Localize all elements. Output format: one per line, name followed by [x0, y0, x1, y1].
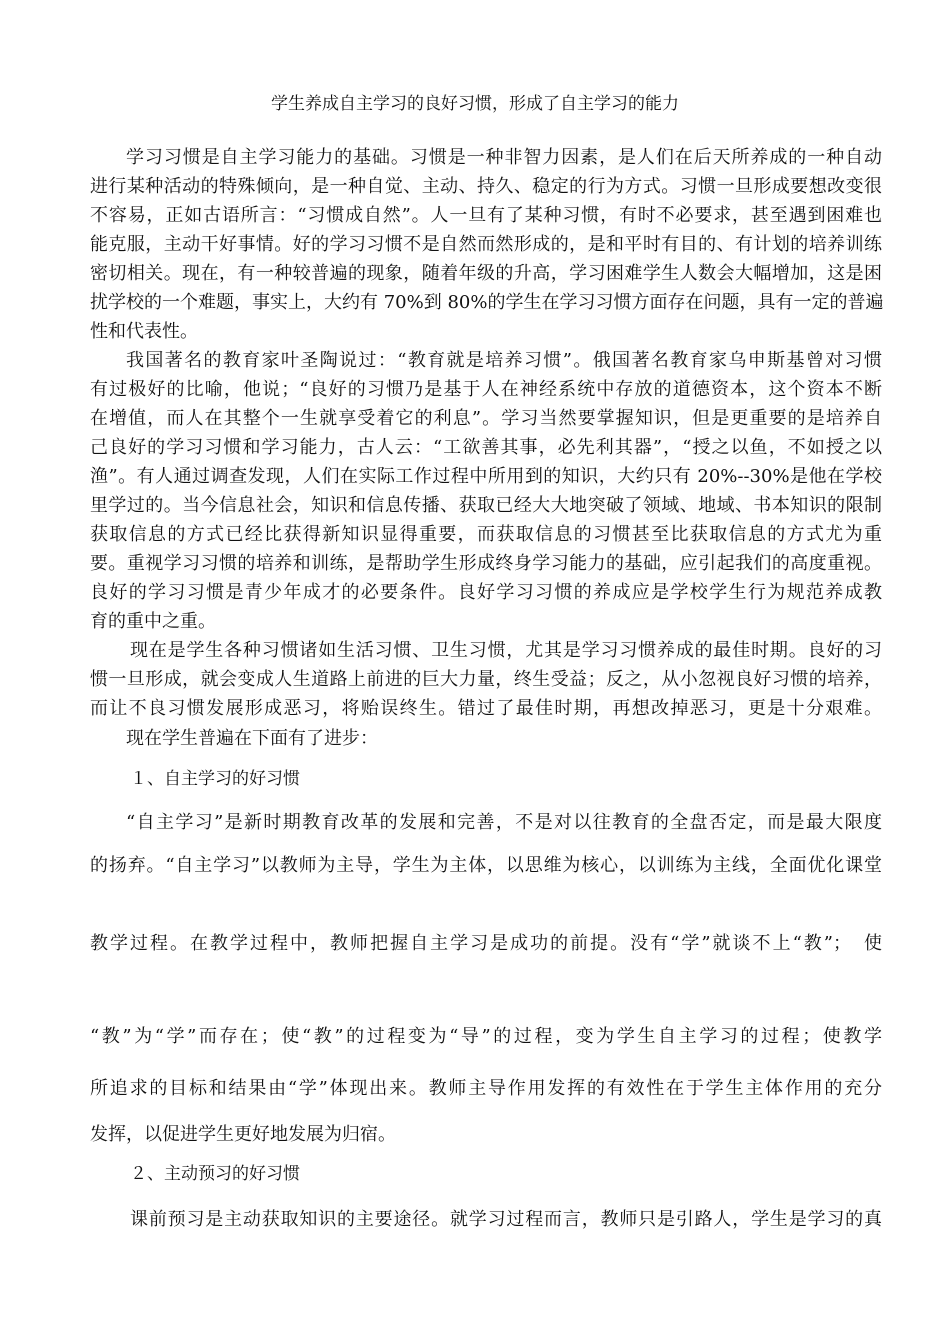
- paragraph-line: 课前预习是主动获取知识的主要途径。就学习过程而言，教师只是引路人，学生是学习的真: [130, 1209, 882, 1230]
- paragraph-line: 能克服，主动干好事情。好的学习习惯不是自然而然形成的，是和平时有目的、有计划的培养训练: [90, 234, 882, 255]
- paragraph-line: 所追求的目标和结果由“学”体现出来。教师主导作用发挥的有效性在于学生主体作用的充分: [90, 1078, 882, 1099]
- paragraph-line: 现在学生普遍在下面有了进步：: [126, 728, 378, 749]
- paragraph-line: 发挥，以促进学生更好地发展为归宿。: [90, 1124, 396, 1145]
- paragraph-line: 的扬弃。“自主学习”以教师为主导，学生为主体，以思维为核心，以训练为主线，全面优化课堂: [90, 855, 882, 876]
- paragraph-line: 育的重中之重。: [90, 611, 216, 632]
- paragraph-line: 在增值，而人在其整个一生就享受着它的利息”。学习当然要掌握知识，但是更重要的是培养自: [90, 408, 882, 429]
- paragraph-line: 而让不良习惯发展形成恶习，将贻误终生。错过了最佳时期，再想改掉恶习，更是十分艰难。: [90, 698, 882, 719]
- paragraph-line: “教”为“学”而存在；使“教”的过程变为“导”的过程，变为学生自主学习的过程；使教学: [90, 1026, 882, 1047]
- section-heading: ２、主动预习的好习惯: [130, 1164, 300, 1184]
- paragraph-line: 有过极好的比喻，他说；“良好的习惯乃是基于人在神经系统中存放的道德资本，这个资本不断: [90, 379, 882, 400]
- paragraph-line: 教学过程。在教学过程中，教师把握自主学习是成功的前提。没有“学”就谈不上“教”； 使: [90, 933, 882, 954]
- paragraph-line: 不容易，正如古语所言：“习惯成自然”。人一旦有了某种习惯，有时不必要求，甚至遇到困难也: [90, 205, 882, 226]
- paragraph-line: 里学过的。当今信息社会，知识和信息传播、获取已经大大地突破了领域、地域、书本知识的限制: [90, 495, 882, 516]
- paragraph-line: 现在是学生各种习惯诸如生活习惯、卫生习惯，尤其是学习习惯养成的最佳时期。良好的习: [130, 640, 882, 661]
- paragraph-line: 性和代表性。: [90, 321, 198, 342]
- paragraph-line: 惯一旦形成，就会变成人生道路上前进的巨大力量，终生受益；反之，从小忽视良好习惯的培养，: [90, 669, 882, 690]
- paragraph-line: 渔”。有人通过调查发现，人们在实际工作过程中所用到的知识，大约只有 20%--30%是他在学校: [90, 466, 882, 487]
- paragraph-line: 获取信息的方式已经比获得新知识显得重要，而获取信息的习惯甚至比获取信息的方式尤为重: [90, 524, 882, 545]
- paragraph-line: 扰学校的一个难题，事实上，大约有 70%到 80%的学生在学习习惯方面存在问题，具有一定的普遍: [90, 292, 884, 313]
- paragraph-line: 要。重视学习习惯的培养和训练，是帮助学生形成终身学习能力的基础，应引起我们的高度重视。: [90, 553, 882, 574]
- section-heading: １、自主学习的好习惯: [130, 769, 300, 789]
- paragraph-line: 我国著名的教育家叶圣陶说过：“教育就是培养习惯”。俄国著名教育家乌申斯基曾对习惯: [126, 350, 882, 371]
- paragraph-line: 密切相关。现在，有一种较普遍的现象，随着年级的升高，学习困难学生人数会大幅增加，这是困: [90, 263, 882, 284]
- page-title: 学生养成自主学习的良好习惯，形成了自主学习的能力: [271, 94, 679, 114]
- paragraph-line: 良好的学习习惯是青少年成才的必要条件。良好学习习惯的养成应是学校学生行为规范养成教: [90, 582, 882, 603]
- paragraph-line: 学习习惯是自主学习能力的基础。习惯是一种非智力因素，是人们在后天所养成的一种自动: [126, 147, 882, 168]
- paragraph-line: 己良好的学习习惯和学习能力，古人云：“工欲善其事，必先利其器”，“授之以鱼，不如授之以: [90, 437, 882, 458]
- paragraph-line: “自主学习”是新时期教育改革的发展和完善，不是对以往教育的全盘否定，而是最大限度: [126, 812, 882, 833]
- paragraph-line: 进行某种活动的特殊倾向，是一种自觉、主动、持久、稳定的行为方式。习惯一旦形成要想改变很: [90, 176, 882, 197]
